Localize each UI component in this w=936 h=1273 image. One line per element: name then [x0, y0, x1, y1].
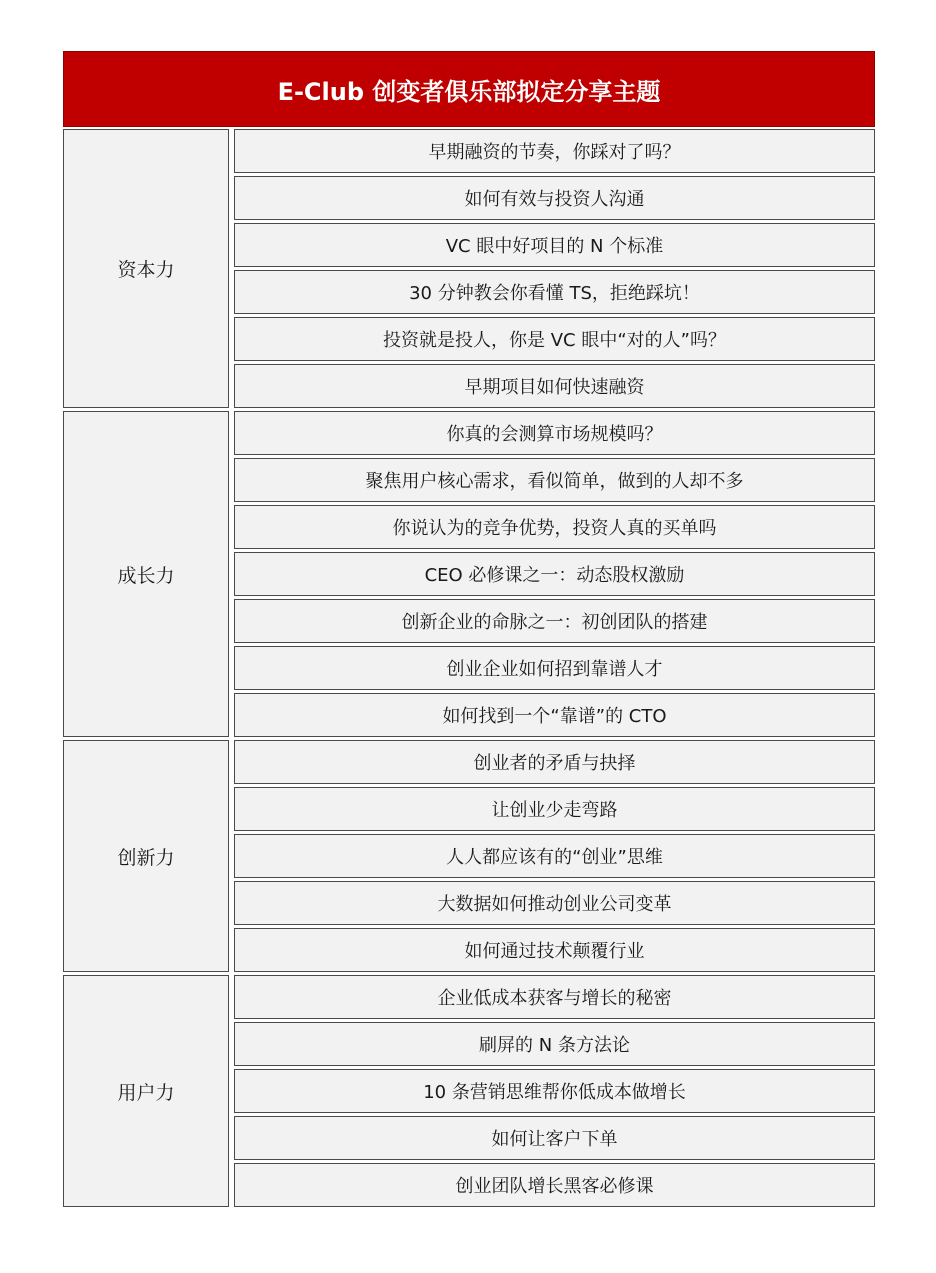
topic-item: 人人都应该有的“创业”思维: [234, 834, 875, 878]
topic-item: 你说认为的竞争优势，投资人真的买单吗: [234, 505, 875, 549]
topic-item: 如何有效与投资人沟通: [234, 176, 875, 220]
category-label: 成长力: [63, 411, 229, 737]
topic-item: 大数据如何推动创业公司变革: [234, 881, 875, 925]
topic-item: 如何找到一个“靠谱”的 CTO: [234, 693, 875, 737]
category-label: 创新力: [63, 740, 229, 972]
group-growth: [63, 411, 875, 737]
topic-item: 创业企业如何招到靠谱人才: [234, 646, 875, 690]
topic-item: CEO 必修课之一：动态股权激励: [234, 552, 875, 596]
topic-item: VC 眼中好项目的 N 个标准: [234, 223, 875, 267]
topic-item: 早期融资的节奏，你踩对了吗？: [234, 129, 875, 173]
topic-item: 聚焦用户核心需求，看似简单，做到的人却不多: [234, 458, 875, 502]
topic-item: 投资就是投人，你是 VC 眼中“对的人”吗？: [234, 317, 875, 361]
topic-item: 早期项目如何快速融资: [234, 364, 875, 408]
category-label: 资本力: [63, 129, 229, 408]
topic-item: 让创业少走弯路: [234, 787, 875, 831]
topic-list: [234, 975, 875, 1207]
category-label: 用户力: [63, 975, 229, 1207]
group-users: [63, 975, 875, 1207]
topic-item: 如何让客户下单: [234, 1116, 875, 1160]
page-title: E-Club 创变者俱乐部拟定分享主题: [63, 51, 875, 127]
topic-item: 创业者的矛盾与抉择: [234, 740, 875, 784]
group-capital: [63, 129, 875, 408]
topic-item: 10 条营销思维帮你低成本做增长: [234, 1069, 875, 1113]
topic-table: [63, 129, 875, 1210]
topic-item: 刷屏的 N 条方法论: [234, 1022, 875, 1066]
topic-item: 创新企业的命脉之一：初创团队的搭建: [234, 599, 875, 643]
group-innovation: [63, 740, 875, 972]
topic-list: [234, 129, 875, 408]
topic-item: 30 分钟教会你看懂 TS，拒绝踩坑！: [234, 270, 875, 314]
topic-item: 企业低成本获客与增长的秘密: [234, 975, 875, 1019]
topic-list: [234, 411, 875, 737]
topic-list: [234, 740, 875, 972]
topic-item: 如何通过技术颠覆行业: [234, 928, 875, 972]
topic-item: 创业团队增长黑客必修课: [234, 1163, 875, 1207]
topic-item: 你真的会测算市场规模吗？: [234, 411, 875, 455]
